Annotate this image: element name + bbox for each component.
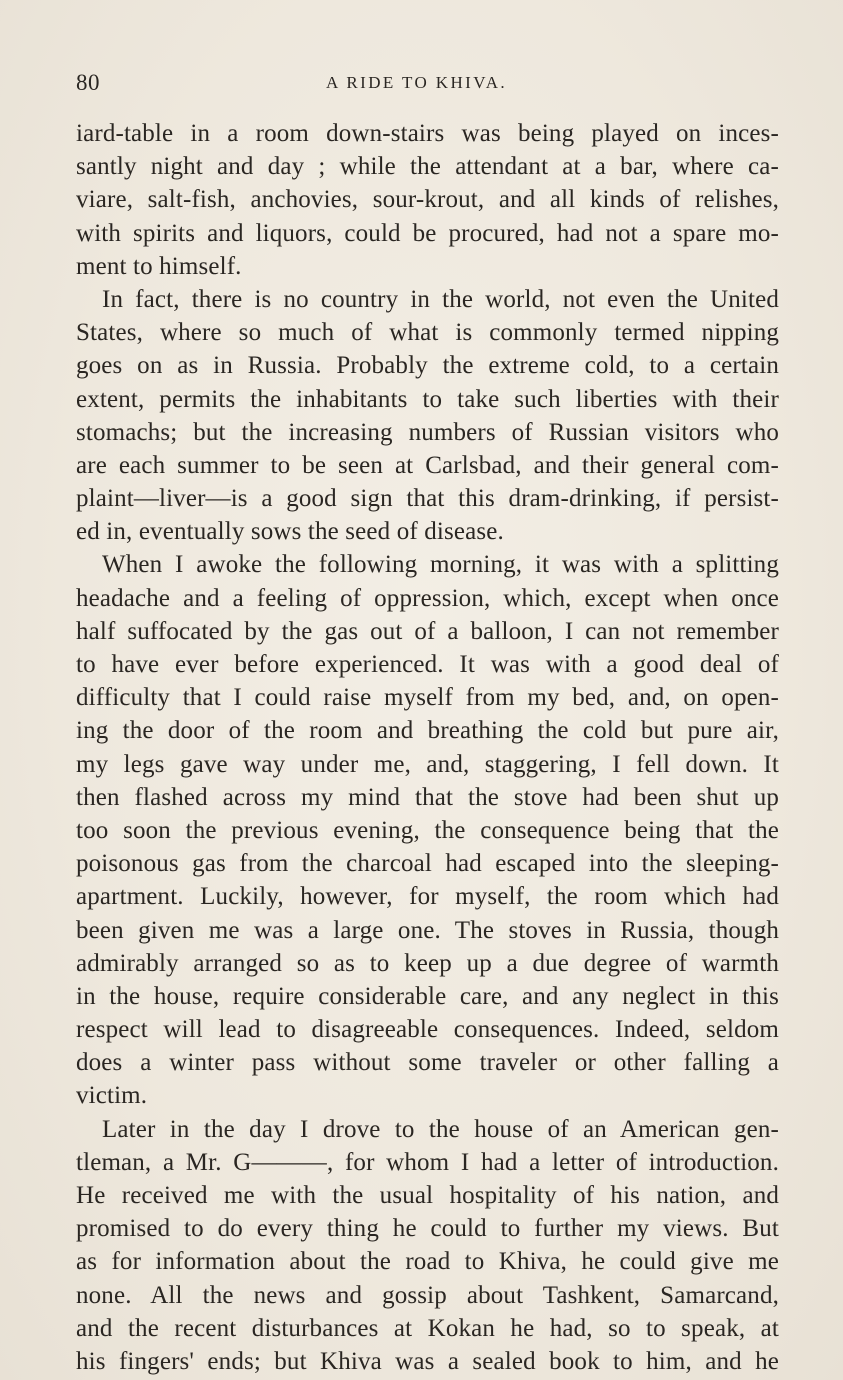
text-line: does a winter pass without some traveler or other falling a — [76, 1049, 779, 1077]
text-line: then flashed across my mind that the stove had been shut up — [76, 783, 779, 811]
text-line: States, where so much of what is commonly termed nipping — [76, 319, 779, 347]
running-head — [76, 70, 779, 100]
text-line: are each summer to be seen at Carlsbad, and their general com- — [76, 451, 779, 479]
text-line: apartment. Luckily, however, for myself, the room which had — [76, 883, 779, 911]
text-line: stomachs; but the increasing numbers of Russian visitors who — [76, 418, 779, 446]
text-line: in the house, require considerable care, and any neglect in this — [76, 982, 779, 1010]
text-line: Later in the day I drove to the house of an American gen- — [102, 1115, 779, 1143]
text-line: victim. — [76, 1082, 148, 1110]
body-text — [76, 117, 779, 1378]
text-line: too soon the previous evening, the consequence being that the — [76, 816, 779, 844]
text-line: ing the door of the room and breathing the cold but pure air, — [76, 717, 779, 745]
text-line: as for information about the road to Khiva, he could give me — [76, 1248, 779, 1276]
text-line: He received me with the usual hospitality of his nation, and — [76, 1182, 779, 1209]
text-line: poisonous gas from the charcoal had escaped into the sleeping- — [76, 850, 779, 878]
text-line: promised to do every thing he could to further my views. But — [76, 1215, 779, 1243]
text-line: admirably arranged so as to keep up a due degree of warmth — [76, 949, 779, 977]
text-line: none. All the news and gossip about Tashkent, Samarcand, — [76, 1281, 779, 1309]
text-line: goes on as in Russia. Probably the extreme cold, to a certain — [76, 352, 779, 380]
text-line: headache and a feeling of oppression, which, except when once — [76, 584, 779, 612]
text-line: respect will lead to disagreeable consequences. Indeed, seldom — [76, 1016, 779, 1044]
text-line: my legs gave way under me, and, staggering, I fell down. It — [76, 750, 779, 778]
text-line: half suffocated by the gas out of a balloon, I can not remember — [76, 617, 779, 645]
text-line: to have ever before experienced. It was with a good deal of — [76, 651, 779, 678]
text-line: ed in, eventually sows the seed of disease. — [76, 518, 504, 546]
text-line: been given me was a large one. The stoves in Russia, though — [76, 916, 779, 944]
page-number: 80 — [76, 70, 100, 95]
running-title: A RIDE TO KHIVA. — [326, 73, 508, 92]
text-line: plaint—liver—is a good sign that this dram-drinking, if persist- — [76, 485, 779, 513]
text-line: tleman, a Mr. G———, for whom I had a letter of introduction. — [76, 1148, 779, 1176]
text-line: his fingers' ends; but Khiva was a sealed book to him, and he — [76, 1347, 779, 1375]
text-line: iard-table in a room down-stairs was being played on inces- — [76, 120, 779, 147]
text-line: santly night and day ; while the attendant at a bar, where ca- — [76, 153, 779, 181]
text-line: extent, permits the inhabitants to take such liberties with their — [76, 385, 779, 413]
text-line: In fact, there is no country in the world, not even the United — [102, 285, 779, 313]
text-line: When I awoke the following morning, it was with a splitting — [102, 551, 779, 579]
text-line: ment to himself. — [76, 252, 242, 280]
text-line: viare, salt-fish, anchovies, sour-krout, and all kinds of relishes, — [76, 186, 779, 214]
text-line: and the recent disturbances at Kokan he had, so to speak, at — [76, 1314, 779, 1342]
text-line: difficulty that I could raise myself from my bed, and, on open- — [76, 684, 779, 712]
text-line: with spirits and liquors, could be procured, had not a spare mo- — [76, 219, 779, 247]
